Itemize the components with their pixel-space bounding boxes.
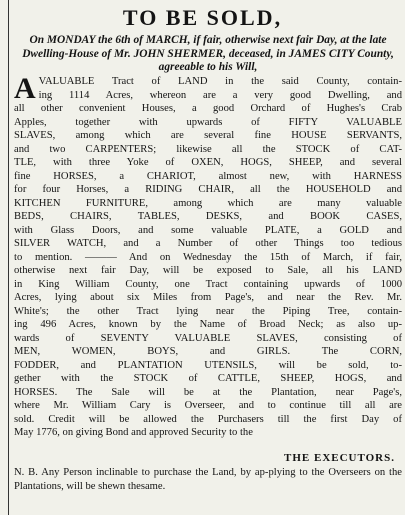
sale-date-subhead: On MONDAY the 6th of MARCH, if fair, otherwise next fair Day, at the late Dwelling-House of Mr. JOHN SHERMER, deceased, in JAMES CITY County, agreeable to his Will, xyxy=(22,34,394,74)
executors-signature: THE EXECUTORS. xyxy=(284,452,395,464)
body-line: VALUABLE Tract of LAND in the said County, contain- xyxy=(38,76,402,87)
nota-bene xyxy=(14,466,402,493)
body-line: SLAVES, among which are several fine HOUSE SERVANTS, xyxy=(14,130,402,141)
body-line: fine HORSES, a CHARIOT, almost new, with HARNESS xyxy=(14,170,402,182)
body-line: Apples, together with upwards of FIFTY VALUABLE xyxy=(14,116,402,128)
body-line: Acres, lying about six Miles from Page's, and near the Rev. Mr. xyxy=(14,292,402,303)
body-line: to mention. ——— And on Wednesday the 15th of March, if fair, xyxy=(14,251,402,263)
body-line: all other convenient Houses, a good Orchard of Hughes's Crab xyxy=(14,103,402,114)
body-line: with Glass Doors, and some valuable PLATE, a GOLD and xyxy=(14,224,402,236)
body-line: ing 1114 Acres, whereon are a very good Dwelling, and xyxy=(38,89,402,101)
nota-bene-lines xyxy=(14,466,402,493)
body-line: White's; the other Tract lying near the Piping Tree, contain- xyxy=(14,305,402,317)
body-line: wards of SEVENTY VALUABLE SLAVES, consisting of xyxy=(14,332,402,344)
ad-body xyxy=(14,72,402,440)
body-line: for four Horses, a RIDING CHAIR, all the HOUSEHOLD and xyxy=(14,184,402,195)
body-line: in King William County, one Tract containing upwards of 1000 xyxy=(14,278,402,290)
body-lines xyxy=(14,72,402,440)
body-line: ing 496 Acres, known by the Name of Broad Neck; as also up- xyxy=(14,319,402,330)
body-line: otherwise next fair Day, will be exposed to Sale, all his LAND xyxy=(14,265,402,276)
nota-bene-line: plying to the Overseers on the Plantations, will be shewn the xyxy=(14,467,402,492)
body-line: BEDS, CHAIRS, TABLES, DESKS, and BOOK CASES, xyxy=(14,211,402,222)
body-line: May 1776, on giving Bond and approved Security to the xyxy=(14,427,253,438)
body-line: where Mr. William Cary is Overseer, and to continue till all are xyxy=(14,400,402,411)
body-line: FODDER, and PLANTATION UTENSILS, will be sold, to- xyxy=(14,359,402,371)
body-line: KITCHEN FURNITURE, among which are many valuable xyxy=(14,197,402,209)
body-line: SILVER WATCH, and a Number of other Things too tedious xyxy=(14,238,402,249)
nota-bene-line: N. B. Any Person inclinable to purchase the Land, by ap- xyxy=(14,467,269,478)
column-rule xyxy=(8,0,9,515)
body-line: and two CARPENTERS; likewise all the STOCK of CAT- xyxy=(14,143,402,155)
body-line: sold. Credit will be allowed the Purchasers till the first Day of xyxy=(14,413,402,425)
drop-cap: A xyxy=(14,72,36,105)
ad-title: TO BE SOLD, xyxy=(122,5,283,30)
body-line: TLE, with three Yoke of OXEN, HOGS, SHEEP, and several xyxy=(14,157,402,168)
body-line: MEN, WOMEN, BOYS, and GIRLS. The CORN, xyxy=(14,346,402,357)
body-line: gether with the STOCK of CATTLE, SHEEP, HOGS, and xyxy=(14,373,402,384)
nota-bene-line: same. xyxy=(140,480,166,492)
body-line: HORSES. The Sale will be at the Plantation, near Page's, xyxy=(14,386,402,398)
